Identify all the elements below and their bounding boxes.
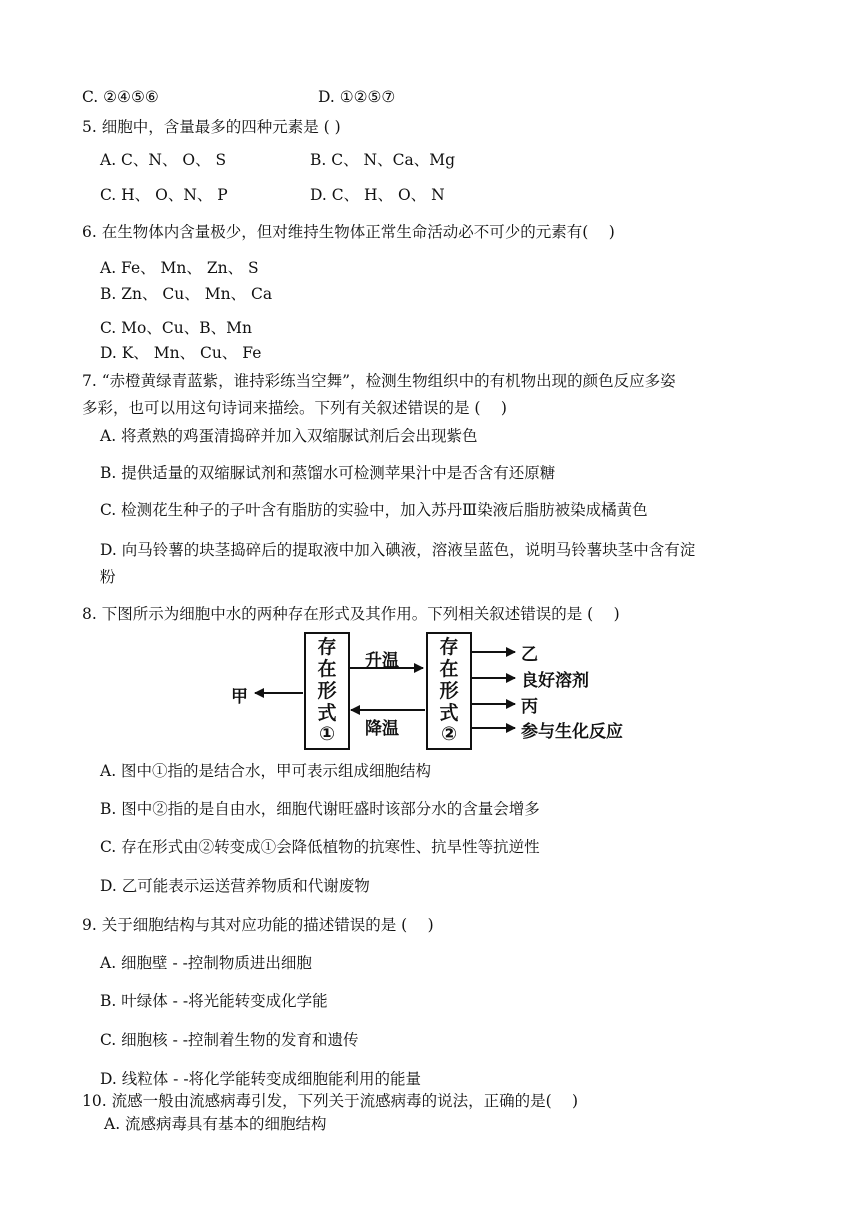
q7-option-a: A. 将煮熟的鸡蛋清捣碎并加入双缩脲试剂后会出现紫色	[100, 427, 478, 445]
q7-option-d-line1: D. 向马铃薯的块茎捣碎后的提取液中加入碘液，溶液呈蓝色，说明马铃薯块茎中含有淀	[100, 541, 696, 559]
box1-char-5: ①	[318, 723, 336, 745]
q5-option-d: D. C、 H、 O、 N	[310, 186, 445, 204]
q9-option-d: D. 线粒体 - -将化学能转变成细胞能利用的能量	[100, 1070, 422, 1088]
q6-option-b: B. Zn、 Cu、 Mn、 Ca	[100, 285, 273, 303]
box2-char-1: 存	[439, 636, 459, 658]
q9-option-a: A. 细胞壁 - -控制物质进出细胞	[100, 954, 312, 972]
q6-option-d: D. K、 Mn、 Cu、 Fe	[100, 344, 262, 362]
q4-option-c: C. ②④⑤⑥	[82, 88, 159, 106]
q5-stem: 5. 细胞中，含量最多的四种元素是 ( )	[82, 118, 341, 136]
right-output-2: 良好溶剂	[521, 671, 589, 691]
right-output-1: 乙	[521, 645, 538, 665]
q8-option-c: C. 存在形式由②转变成①会降低植物的抗寒性、抗旱性等抗逆性	[100, 838, 540, 856]
right-output-3: 丙	[521, 697, 538, 717]
water-form-box-2	[426, 632, 472, 750]
q4-option-d: D. ①②⑤⑦	[318, 88, 396, 106]
box2-char-4: 式	[439, 702, 459, 724]
q7-option-c: C. 检测花生种子的子叶含有脂肪的实验中，加入苏丹Ⅲ染液后脂肪被染成橘黄色	[100, 501, 648, 519]
box1-char-4: 式	[317, 702, 337, 724]
q5-option-b: B. C、 N、Ca、Mg	[310, 151, 455, 169]
left-output-label: 甲	[231, 687, 248, 707]
box1-char-1: 存	[317, 636, 337, 658]
q8-stem: 8. 下图所示为细胞中水的两种存在形式及其作用。下列相关叙述错误的是 ( )	[82, 605, 620, 623]
q10-stem: 10. 流感一般由流感病毒引发，下列关于流感病毒的说法，正确的是( )	[82, 1092, 579, 1110]
water-forms-diagram	[225, 630, 645, 750]
box2-char-2: 在	[439, 658, 459, 680]
heat-label: 升温	[365, 651, 399, 671]
box2-char-3: 形	[439, 680, 459, 702]
q5-option-c: C. H、 O、N、 P	[100, 186, 228, 204]
box1-char-2: 在	[317, 658, 337, 680]
q7-option-b: B. 提供适量的双缩脲试剂和蒸馏水可检测苹果汁中是否含有还原糖	[100, 464, 556, 482]
q8-option-a: A. 图中①指的是结合水，甲可表示组成细胞结构	[100, 762, 432, 780]
q8-option-d: D. 乙可能表示运送营养物质和代谢废物	[100, 877, 370, 895]
box2-char-5: ②	[440, 723, 458, 745]
q9-stem: 9. 关于细胞结构与其对应功能的描述错误的是 ( )	[82, 916, 434, 934]
q8-option-b: B. 图中②指的是自由水，细胞代谢旺盛时该部分水的含量会增多	[100, 800, 540, 818]
q7-option-d-line2: 粉	[100, 568, 116, 586]
q9-option-b: B. 叶绿体 - -将光能转变成化学能	[100, 992, 328, 1010]
q7-stem-line1: 7. “赤橙黄绿青蓝紫，谁持彩练当空舞”，检测生物组织中的有机物出现的颜色反应多姿	[82, 372, 676, 390]
q6-option-a: A. Fe、 Mn、 Zn、 S	[100, 259, 259, 277]
water-form-box-1	[304, 632, 350, 750]
q9-option-c: C. 细胞核 - -控制着生物的发育和遗传	[100, 1031, 359, 1049]
q7-stem-line2: 多彩，也可以用这句诗词来描绘。下列有关叙述错误的是 ( )	[82, 399, 507, 417]
q5-option-a: A. C、N、 O、 S	[100, 151, 227, 169]
q10-option-a: A. 流感病毒具有基本的细胞结构	[104, 1115, 327, 1133]
box1-char-3: 形	[317, 680, 337, 702]
cool-label: 降温	[365, 719, 399, 739]
right-output-4: 参与生化反应	[521, 722, 623, 742]
q6-option-c: C. Mo、Cu、B、Mn	[100, 319, 252, 337]
q6-stem: 6. 在生物体内含量极少，但对维持生物体正常生命活动必不可少的元素有( )	[82, 223, 615, 241]
